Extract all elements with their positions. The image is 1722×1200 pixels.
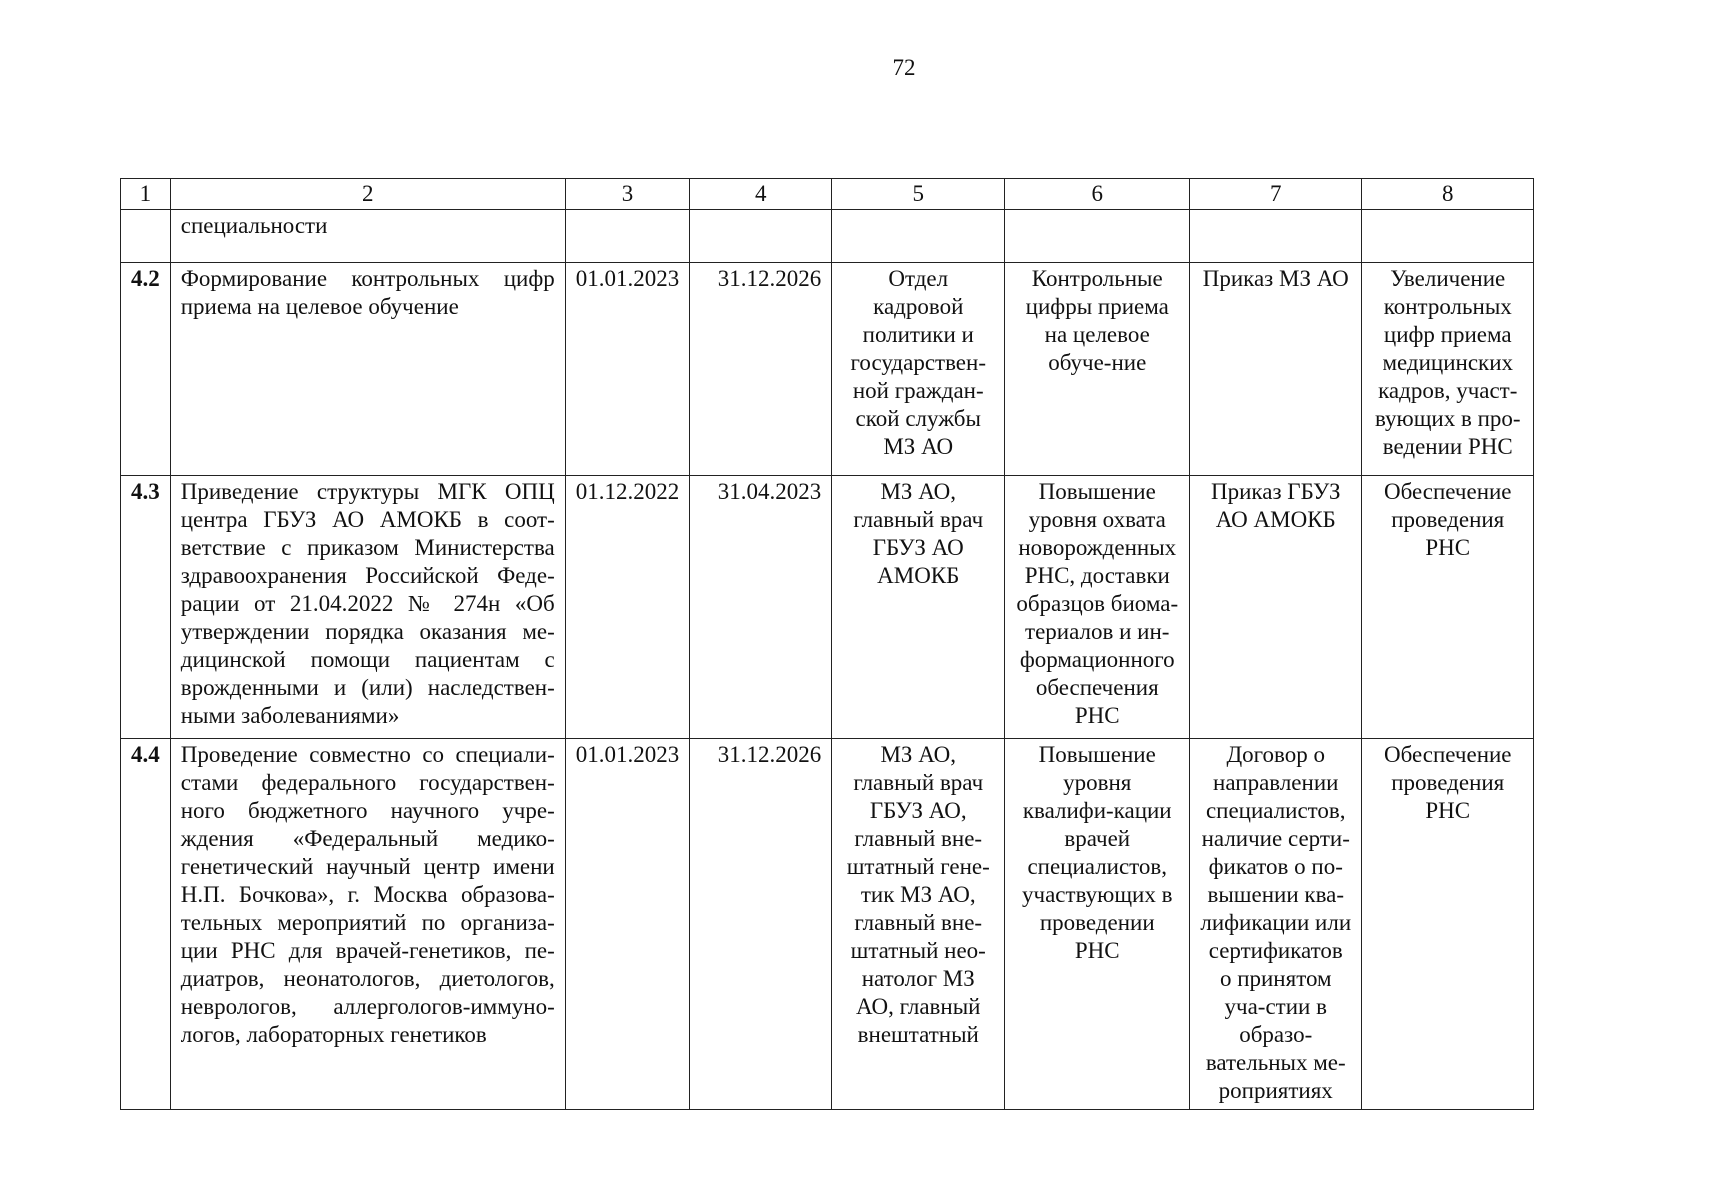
cell-start-date: 01.01.2023	[565, 263, 690, 476]
table-row	[121, 263, 1534, 476]
table-row	[121, 739, 1534, 1110]
cell-responsible: МЗ АО, главный врач ГБУЗ АО, главный вне-штатный гене-тик МЗ АО, главный вне-штатный нео-натолог МЗ АО, главный внештатный	[832, 739, 1005, 1110]
plan-table	[120, 178, 1534, 1110]
cell-indicator	[1005, 210, 1190, 263]
cell-start-date: 01.12.2022	[565, 476, 690, 739]
cell-num: 4.4	[121, 739, 171, 1110]
cell-num: 4.3	[121, 476, 171, 739]
cell-num	[121, 210, 171, 263]
cell-measure: Проведение совместно со специали-стами федерального государствен-ного бюджетного научного учре-ждения «Федеральный медико-генетический научный центр имени Н.П. Бочкова», г. Москва образова-тельных мероприятий по организа-ции РНС для врачей-генетиков, пе-диатров, неонатологов, диетологов, неврологов, аллергологов-иммуно-логов, лабораторных генетиков	[170, 739, 565, 1110]
cell-measure: Приведение структуры МГК ОПЦ центра ГБУЗ АО АМОКБ в соот-ветствие с приказом Министерства здравоохранения Российской Феде-рации от 21.04.2022 № 274н «Об утверждении порядка оказания ме-дицинской помощи пациентам с врожденными и (или) наследствен-ными заболеваниями»	[170, 476, 565, 739]
cell-document: Приказ ГБУЗ АО АМОКБ	[1190, 476, 1362, 739]
cell-document: Договор о направлении специалистов, наличие серти-фикатов о по-вышении ква-лификации или сертификатов о принятом уча-стии в образо-вательных ме-роприятиях	[1190, 739, 1362, 1110]
cell-end-date: 31.12.2026	[690, 263, 832, 476]
cell-measure: Формирование контрольных цифр приема на целевое обучение	[170, 263, 565, 476]
column-number-7: 7	[1190, 179, 1362, 210]
cell-indicator: Контрольные цифры приема на целевое обуче-ние	[1005, 263, 1190, 476]
cell-responsible: Отдел кадровой политики и государствен-ной граждан-ской службы МЗ АО	[832, 263, 1005, 476]
column-number-8: 8	[1362, 179, 1534, 210]
column-number-3: 3	[565, 179, 690, 210]
column-number-2: 2	[170, 179, 565, 210]
column-number-1: 1	[121, 179, 171, 210]
cell-responsible: МЗ АО, главный врач ГБУЗ АО АМОКБ	[832, 476, 1005, 739]
cell-result: Увеличение контрольных цифр приема медицинских кадров, участ-вующих в про-ведении РНС	[1362, 263, 1534, 476]
table-header-row	[121, 179, 1534, 210]
cell-indicator: Повышение уровня квалифи-кации врачей специалистов, участвующих в проведении РНС	[1005, 739, 1190, 1110]
cell-measure: специальности	[170, 210, 565, 263]
table-row	[121, 476, 1534, 739]
cell-start-date: 01.01.2023	[565, 739, 690, 1110]
table-row-continuation	[121, 210, 1534, 263]
cell-result	[1362, 210, 1534, 263]
cell-responsible	[832, 210, 1005, 263]
page-number: 72	[892, 55, 916, 80]
cell-num: 4.2	[121, 263, 171, 476]
cell-result: Обеспечение проведения РНС	[1362, 739, 1534, 1110]
cell-result: Обеспечение проведения РНС	[1362, 476, 1534, 739]
cell-indicator: Повышение уровня охвата новорожденных РНС, доставки образцов биома-териалов и ин-формационного обеспечения РНС	[1005, 476, 1190, 739]
cell-start-date	[565, 210, 690, 263]
cell-end-date: 31.04.2023	[690, 476, 832, 739]
column-number-4: 4	[690, 179, 832, 210]
cell-document: Приказ МЗ АО	[1190, 263, 1362, 476]
column-number-6: 6	[1005, 179, 1190, 210]
column-number-5: 5	[832, 179, 1005, 210]
cell-end-date: 31.12.2026	[690, 739, 832, 1110]
cell-end-date	[690, 210, 832, 263]
cell-document	[1190, 210, 1362, 263]
